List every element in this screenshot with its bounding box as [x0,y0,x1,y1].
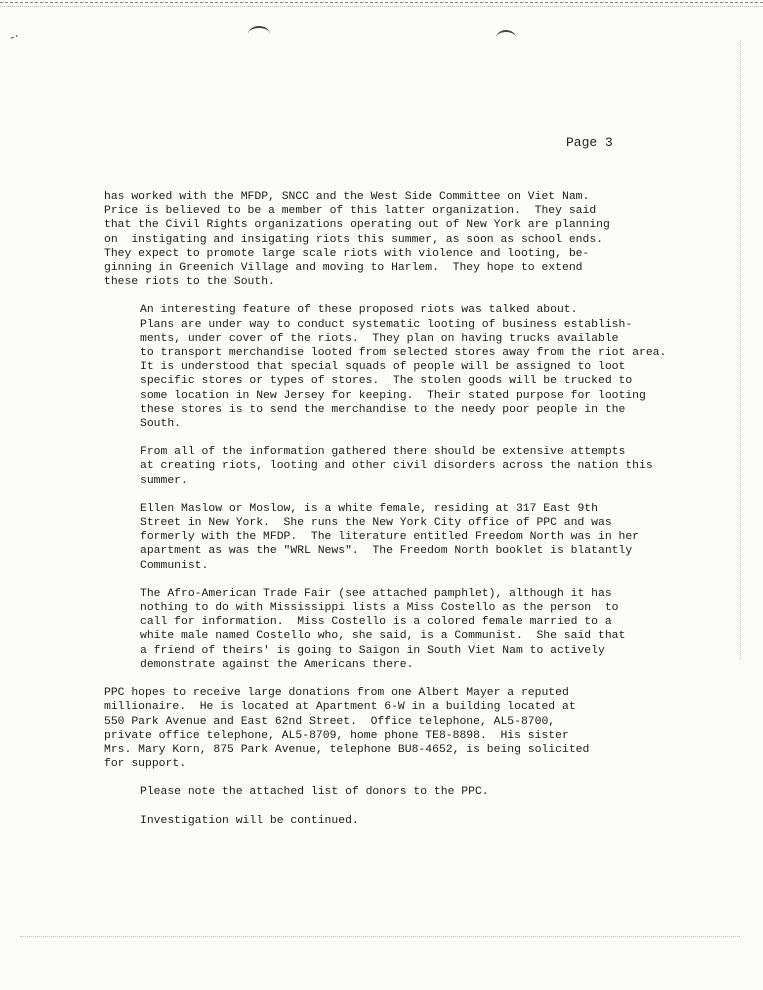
text-line: South. [140,418,182,431]
text-line: specific stores or types of stores. The stolen goods will be trucked to [140,375,633,388]
text-line: at creating riots, looting and other civil disorders across the nation this [140,460,653,473]
text-line: these riots to the South. [104,276,275,289]
text-line: Price is believed to be a member of this latter organization. They said [104,205,597,218]
text-line: millionaire. He is located at Apartment 6-W in a building located at [104,701,576,714]
body-paragraph [104,190,664,289]
body-paragraph [104,502,664,573]
text-line: nothing to do with Mississippi lists a Miss Costello as the person to [140,602,619,615]
scan-top-rule [0,2,763,7]
text-line: on instigating and insigating riots this summer, as soon as school ends. [104,233,603,246]
body-paragraph [104,303,667,431]
text-line: Ellen Maslow or Moslow, is a white female, residing at 317 East 9th [140,502,598,515]
text-line: that the Civil Rights organizations operating out of New York are planning [104,219,610,232]
page-number: Page 3 [566,135,613,150]
text-line: demonstrate against the Americans there. [140,658,414,671]
text-line: these stores is to send the merchandise to the needy poor people in the [140,403,626,416]
text-line: has worked with the MFDP, SNCC and the West Side Committee on Viet Nam. [104,191,590,203]
text-line: some location in New Jersey for keeping. Their stated purpose for looting [140,389,646,402]
scan-mark-arc-left [248,26,270,42]
scan-bottom-speckle [20,936,740,941]
scan-edge-specks [740,40,743,660]
scan-mark-top-left: -· [8,29,20,46]
text-line: summer. [140,474,188,487]
text-line: call for information. Miss Costello is a colored female married to a [140,616,612,629]
text-line: It is understood that special squads of people will be assigned to loot [140,361,626,374]
memo-body [104,190,667,842]
text-line: 550 Park Avenue and East 62nd Street. Office telephone, AL5-8700, [104,715,556,728]
text-line: Please note the attached list of donors to the PPC. [140,786,489,799]
text-line: Plans are under way to conduct systematic looting of business establish- [140,318,633,331]
text-line: The Afro-American Trade Fair (see attached pamphlet), although it has [140,587,612,600]
text-line: Communist. [140,559,209,572]
text-line: for support. [104,758,187,771]
text-line: a friend of theirs' is going to Saigon in South Viet Nam to actively [140,644,605,657]
text-line: to transport merchandise looted from selected stores away from the riot area. [140,347,667,360]
body-paragraph [104,686,664,771]
scan-mark-arc-right [496,30,516,46]
text-line: ginning in Greenich Village and moving to Harlem. They hope to extend [104,262,583,275]
body-paragraph [104,445,664,488]
text-line: apartment as was the "WRL News". The Freedom North booklet is blatantly [140,545,633,558]
body-paragraph [104,785,664,799]
body-paragraph [104,587,664,672]
text-line: private office telephone, AL5-8709, home phone TE8-8898. His sister [104,729,569,742]
text-line: Investigation will be continued. [140,814,359,827]
text-line: white male named Costello who, she said, is a Communist. She said that [140,630,626,643]
text-line: Street in New York. She runs the New York City office of PPC and was [140,517,612,530]
text-line: From all of the information gathered there should be extensive attempts [140,446,626,459]
text-line: They expect to promote large scale riots with violence and looting, be- [104,247,590,260]
text-line: PPC hopes to receive large donations from one Albert Mayer a reputed [104,687,569,700]
text-line: Mrs. Mary Korn, 875 Park Avenue, telephone BU8-4652, is being solicited [104,743,590,756]
text-line: An interesting feature of these proposed riots was talked about. [140,304,578,317]
text-line: ments, under cover of the riots. They plan on having trucks available [140,332,619,345]
text-line: formerly with the MFDP. The literature entitled Freedom North was in her [140,531,639,544]
body-paragraph [104,814,664,828]
